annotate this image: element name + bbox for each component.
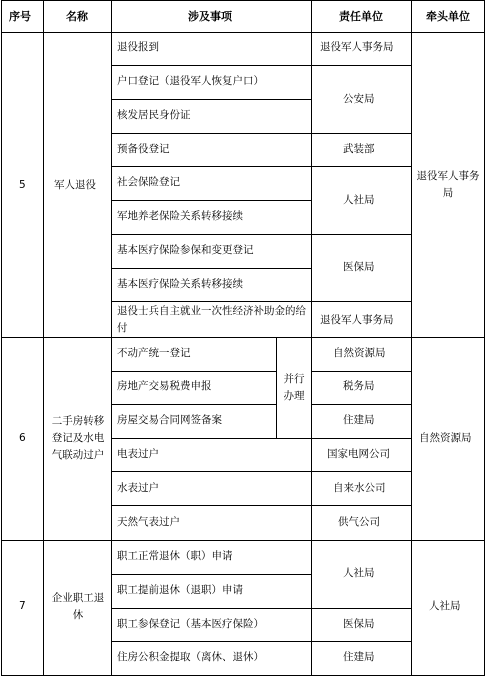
item-label: 职工参保登记（基本医疗保险） (117, 618, 264, 630)
responsible-unit: 国家电网公司 (327, 448, 390, 460)
responsible-unit: 住建局 (343, 414, 375, 426)
responsible-unit: 自然资源局 (333, 347, 386, 359)
responsible-unit: 退役军人事务局 (320, 41, 394, 53)
group-name: 军人退役 (54, 179, 96, 191)
item-label: 基本医疗保险关系转移接续 (117, 278, 243, 290)
responsible-unit: 人社局 (343, 194, 375, 206)
item-label: 退役士兵自主就业一次性经济补助金的给付 (117, 305, 306, 334)
responsible-unit: 人社局 (343, 567, 375, 579)
responsible-unit: 医保局 (343, 261, 375, 273)
header-responsible: 责任单位 (339, 10, 383, 23)
item-label: 房屋交易合同网签备案 (117, 414, 222, 426)
item-label: 天然气表过户 (117, 516, 180, 528)
responsible-unit: 税务局 (343, 380, 375, 392)
item-label: 住房公积金提取（离休、退休） (117, 651, 264, 663)
item-label: 房地产交易税费申报 (117, 380, 212, 392)
header-index: 序号 (9, 10, 31, 23)
parallel-note: 并行办理 (283, 373, 305, 402)
responsible-unit: 自来水公司 (333, 482, 386, 494)
item-label: 不动产统一登记 (117, 347, 191, 359)
item-label: 水表过户 (117, 482, 159, 494)
group-lead: 人社局 (429, 600, 461, 612)
group-name: 企业职工退休 (51, 592, 105, 621)
responsible-unit: 武装部 (343, 143, 375, 155)
responsible-unit: 退役军人事务局 (320, 314, 394, 326)
group-index: 7 (19, 600, 26, 612)
responsible-unit: 住建局 (343, 651, 375, 663)
item-label: 核发居民身份证 (117, 109, 191, 121)
responsible-unit: 公安局 (343, 93, 375, 105)
item-label: 军地养老保险关系转移接续 (117, 210, 243, 222)
responsible-unit: 供气公司 (338, 516, 380, 528)
header-lead: 牵头单位 (426, 10, 470, 23)
group-name: 二手房转移登记及水电气联动过户 (51, 415, 105, 461)
group-lead: 自然资源局 (419, 432, 472, 444)
header-items: 涉及事项 (188, 10, 232, 23)
group-lead: 退役军人事务局 (416, 170, 480, 199)
item-label: 职工正常退休（职）申请 (117, 550, 233, 562)
item-label: 电表过户 (117, 448, 159, 460)
responsible-unit: 医保局 (343, 618, 375, 630)
item-label: 社会保险登记 (117, 176, 180, 188)
item-label: 户口登记（退役军人恢复户口） (117, 75, 264, 87)
group-index: 5 (19, 179, 26, 191)
item-label: 基本医疗保险参保和变更登记 (117, 244, 254, 256)
header-name: 名称 (66, 10, 88, 23)
item-label: 退役报到 (117, 41, 159, 53)
group-index: 6 (19, 432, 26, 444)
item-label: 预备役登记 (117, 143, 170, 155)
item-label: 职工提前退休（退职）申请 (117, 584, 243, 596)
